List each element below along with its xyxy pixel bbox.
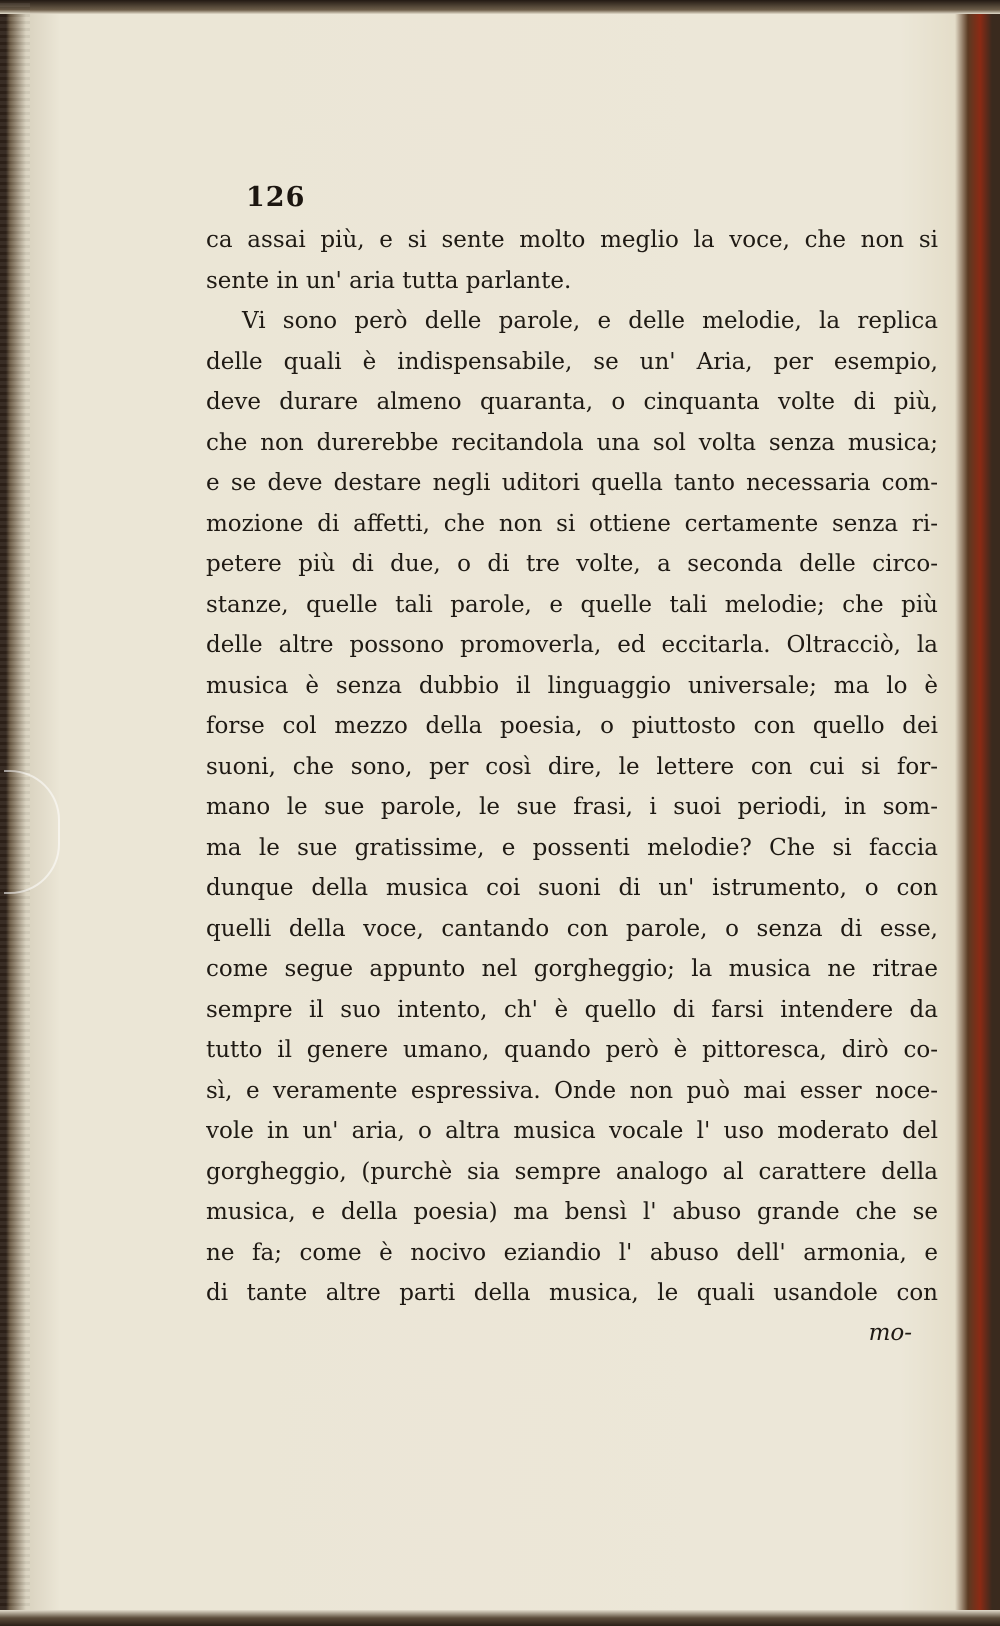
text-line: suoni, che sono, per così dire, le lettere con cui si for- [206, 753, 938, 780]
text-line: vole in un' aria, o altra musica vocale l' uso moderato del [206, 1118, 938, 1144]
catchword: mo- [868, 1320, 912, 1346]
text-line: musica è senza dubbio il linguaggio universale; ma lo è [206, 672, 938, 699]
page-clip-mark [4, 770, 60, 894]
body-text [206, 220, 938, 1314]
page-bottom-edge [0, 1610, 1000, 1626]
text-line: che non durerebbe recitandola una sol volta senza musica; [206, 429, 938, 456]
page-number: 126 [246, 182, 306, 213]
text-line: come segue appunto nel gorgheggio; la musica ne ritrae [206, 956, 938, 982]
text-line: sempre il suo intento, ch' è quello di farsi intendere da [206, 996, 938, 1023]
text-line: gorgheggio, (purchè sia sempre analogo al carattere della [206, 1158, 938, 1185]
text-line: tutto il genere umano, quando però è pittoresca, dirò co- [206, 1037, 938, 1063]
text-line: musica, e della poesia) ma bensì l' abuso grande che se [206, 1199, 938, 1225]
text-line: quelli della voce, cantando con parole, o senza di esse, [206, 915, 938, 942]
text-line: delle quali è indispensabile, se un' Aria, per esempio, [206, 348, 938, 375]
text-line: ne fa; come è nocivo eziandio l' abuso dell' armonia, e [206, 1239, 938, 1266]
page-top-edge [0, 0, 1000, 14]
text-line: mano le sue parole, le sue frasi, i suoi periodi, in som- [206, 794, 938, 820]
text-line: ca assai più, e si sente molto meglio la voce, che non si [206, 227, 938, 253]
text-line: stanze, quelle tali parole, e quelle tali melodie; che più [206, 591, 938, 618]
text-line: dunque della musica coi suoni di un' istrumento, o con [206, 875, 938, 901]
text-line: Vi sono però delle parole, e delle melodie, la replica [242, 308, 938, 334]
text-line: ma le sue gratissime, e possenti melodie? Che si faccia [206, 834, 938, 861]
text-line: forse col mezzo della poesia, o piuttosto con quello dei [206, 713, 938, 739]
text-line: mozione di affetti, che non si ottiene certamente senza ri- [206, 510, 938, 537]
text-line: deve durare almeno quaranta, o cinquanta volte di più, [206, 389, 938, 415]
text-line: petere più di due, o di tre volte, a seconda delle circo- [206, 551, 938, 577]
text-line: sì, e veramente espressiva. Onde non può mai esser noce- [206, 1077, 938, 1104]
text-line: e se deve destare negli uditori quella tanto necessaria com- [206, 470, 938, 496]
text-line: delle altre possono promoverla, ed eccitarla. Oltracciò, la [206, 632, 938, 658]
text-line: sente in un' aria tutta parlante. [206, 267, 572, 294]
text-line: di tante altre parti della musica, le quali usandole con [206, 1280, 938, 1306]
